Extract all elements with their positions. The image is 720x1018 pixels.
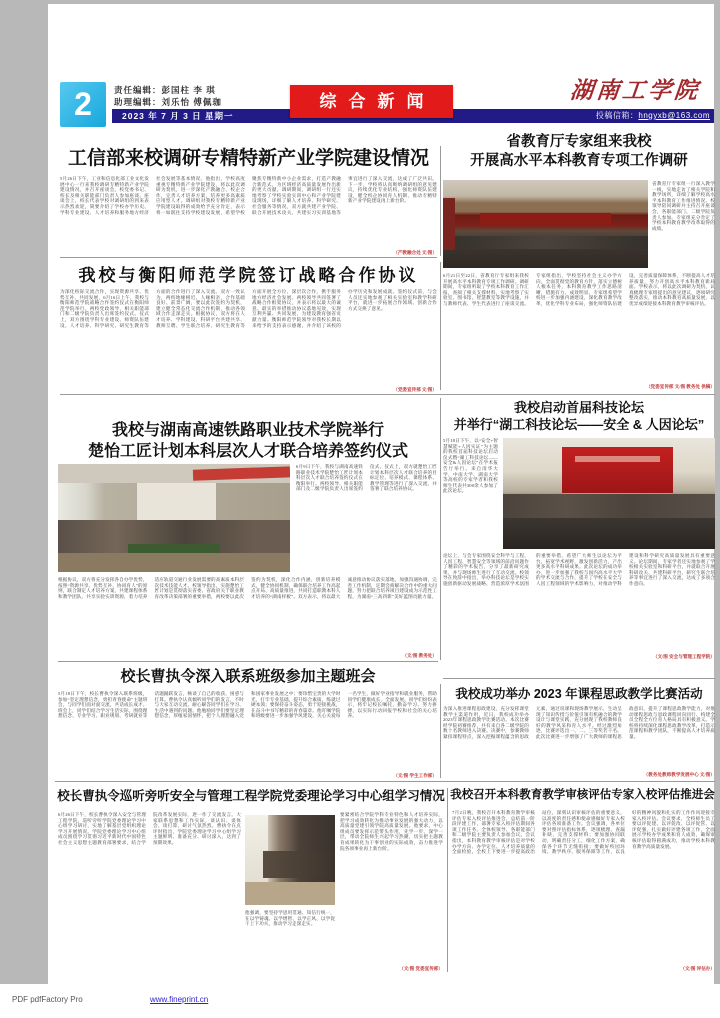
page-number: 2 [60, 82, 106, 127]
photo-screen-text [575, 456, 660, 463]
article1-credit: （产教融合处 文/图） [393, 250, 437, 255]
article2-body: 6月21日至22日，省教育厅专家组来我校开展高水平本科教育专项工作调研。调研期间，专家组听取了学校本科教育工作汇报，查阅了相关支撑材料，实地考察了实验室、图书馆、智慧教室等教学设施，并与教师代表、学生代表进行了座谈交流。专家组指出，学校坚持社会主义办学方向，全面贯彻党的教育方针，落实立德树人根本任务，本科教育教学工作思路清晰、措施有力、成效明显。专家组希望学校进一步加强内涵建设，深化教育教学改革，优化学科专业布局，强化师资队伍建设，完善质量保障体系，不断提高人才培养质量，努力开创高水平本科教育新局面。学校表示，将以此次调研为契机，认真梳理专家组提出的意见建议，逐项研究整改落实，推动本科教育高质量发展，以优异成绩迎接本科教育教学审核评估。 [443, 273, 715, 306]
article7-credit: （教务处教师教学发展中心 文/图） [643, 772, 715, 777]
photo-table [245, 882, 335, 905]
divider [443, 678, 715, 679]
article5-credit: （文/图 教务处） [402, 653, 437, 658]
email-link[interactable]: hngyxb@163.com [638, 111, 710, 120]
article2-headline-line2: 开展高水平本科教育专项工作调研 [470, 153, 688, 169]
photo-banner [480, 213, 611, 224]
article5-body-side: 6月9日下午，我校与湖南高速铁路职业技术学院楚怡工匠计划本科层次人才联合培养签约仪式在衡阳举行。两校领导、相关职能部门及二级学院负责人出席签约仪式。仪式上，双方就楚怡工匠计划本科层次人才联合培养的目标定位、培养模式、课程体系、教学管理等进行了深入交流，并签署了联合培养协议。 [296, 464, 437, 492]
article2-headline [443, 133, 715, 171]
article6-headline: 校长曹执令深入联系班级参加主题班会 [120, 668, 376, 685]
editors-line2: 助理编辑：刘乐怡 傅佩珈 [114, 97, 222, 107]
article8-headline: 校长曹执令巡听旁听安全与管理工程学院党委理论学习中心组学习情况 [57, 789, 445, 803]
article4-body-side: 5月18日下午，以“安全+智慧赋能+人因实证”为主题的我校首届科技论坛启动仪式暨“湖工科技论坛——安全&人因论坛”在学术报告厅举行。来自清华大学、中南大学、湖南大学等高校的专家学者和我校师生代表共300余人参加了此次论坛。 [443, 438, 498, 494]
footer-strip [0, 984, 720, 1018]
article3-body: 为深化校际交流合作，实现资源共享、优势互补、共同发展，6月16日上午，我校与衡阳师范学院战略合作签约仪式在衡阳师范学院举行。两校党政领导、相关职能部门和二级学院负责人出席签约仪式。仪式上，双方围绕学科专业建设、师资队伍建设、人才培养、科学研究、研究生教育等方面的合作进行了深入交流。双方一致认为，两校地缘相近、人缘相亲，合作基础良好、前景广阔，要以此次签约为契机，建立健全常态化交流合作机制，推动各领域合作走深走实。根据协议，双方将在人才培养、学科建设、科研平台共建共享、教师互聘、学生联合培养、研究生教育等方面开展全方位、深层次合作，携手服务地方经济社会发展。两校领导共同签署了战略合作框架协议，并表示将以最大的诚意、最实的举措推动协议落地见效，实现互利共赢、共同发展，为建设教育强省贡献力量。衡阳师范学院领导对我校长期以来给予的支持表示感谢，并介绍了该校的办学历史和发展成就。签约仪式前，与会人员还实地参观了相关实验室和教学科研平台，就进一步拓展合作领域、创新合作方式交换了意见。 [60, 289, 437, 328]
article7-headline: 我校成功举办 2023 年课程思政教学比赛活动 [455, 687, 703, 701]
photo-people-row [443, 236, 648, 248]
article3-credit: （党委宣传部 文/图） [393, 387, 437, 392]
divider [55, 781, 715, 782]
newspaper-logo: 湖南工学院 [568, 77, 702, 104]
article1-body: 5月26日下午，工业和信息化部工业文化发展中心一行来我校调研专精特新产业学院建设情况，并召开座谈会。校党委书记、校长及相关职能部门负责人参加座谈。座谈会上，校长代表学校对调研组的到来表示热烈欢迎，简要介绍了学校办学历史、学科专业建设、人才培养和服务地方经济社会发展等基本情况。他指出，学校高度重视专精特新产业学院建设，将以此次调研为契机，进一步深化产教融合、校企合作，完善人才培养方案，培养更多高素质应用型人才。调研组对我校专精特新产业学院建设取得的成效给予充分肯定，表示将一如既往支持学校建设发展，希望学校聚焦专精特新中小企业需求，打造产教融合新范式，为区域经济高质量发展作出新的更大贡献。调研期间，调研组一行还实地考察了学校实验实训中心和产业学院建设现场，详细了解人才培养、科学研究、社会服务等情况，双方就共建产业学院、联合开展技术攻关、共建实习实训基地等事宜进行了深入交流，达成了广泛共识。下一步，学校将认真吸纳调研组的意见建议，持续优化专业结构，强化师资队伍建设，健全校企协同育人机制，推动专精特新产业学院建设再上新台阶。 [60, 176, 437, 215]
article5-photo-signing-room [58, 464, 290, 572]
article8-body-right: 要紧密结合学院学科专业特色和人才培养实际，把学习成效转化为推动事业发展的强大动力，以高质量党建引领学院高质量发展。他要求，中心组成员要发挥示范带头作用，先学一步、深学一层，带动全院师生兴起学习热潮，切实把主题教育成果转化为干事创业的实际成效，奋力推进学院各项事业再上新台阶。 [340, 812, 443, 851]
article1-headline: 工信部来校调研专精特新产业学院建设情况 [67, 148, 429, 169]
article9-credit: （文/图 评估办） [680, 966, 715, 971]
article4-photo-red-screen-hall [503, 438, 715, 549]
article4-credit: （文/图 安全与管理工程学院） [652, 654, 715, 659]
editors-line1: 责任编辑：彭国柱 李 琪 [114, 85, 216, 95]
article4-headline-line2: 并举行“湖工科技论坛——安全 & 人因论坛” [453, 417, 705, 432]
photo-people-standing [503, 494, 715, 518]
article4-body: 论坛上，与会专家围绕安全科学与工程、人因工程、智慧安全等领域的前沿问题作了精彩的学术报告，分享了最新研究成果，并与现场师生进行了互动交流。校领导在致辞中指出，举办科技论坛是学校实施创新驱动发展战略、营造浓厚学术氛围的重要举措，希望广大师生以论坛为平台，拓宽学术视野，激发创新活力，产出更多高水平科研成果。此次论坛的成功举办，进一步加强了我校与国内高水平大学的学术交流与合作，提升了学校在安全与人因工程领域的学术影响力，对推动学科建设和科学研究高质量发展具有重要意义。论坛期间，专家学者还实地参观了学校相关实验室和科研平台，并就联合开展科研攻关、共建科研平台、研究生联合培养等事宜进行了深入交流，达成了多项合作意向。 [443, 553, 715, 586]
article4-headline-line1: 我校启动首届科技论坛 [513, 400, 644, 415]
divider [440, 684, 441, 778]
fineprint-link[interactable]: www.fineprint.cn [150, 995, 209, 1004]
article5-body: 根据协议，双方将充分发挥各自办学优势，按照“资源共享、优势互补、协同育人”的原则，联合制定人才培养方案，共建课程体系和教学团队，共享实验实训资源，着力培养适应轨道交通行业发展需要的高素质本科层次技术技能人才。校领导指出，实施楚怡工匠计划是贯彻落实省委、省政府关于职业教育改革决策部署的重要举措，两校要以此次签约为契机，深化合作内涵，创新培养模式，健全协同机制，确保联合培养工作高起点开局、高质量推进，共同打造职教本科人才培养的“湖南样板”。双方表示，将以最大诚意推动协议落实落地，加强沟通协调，完善工作机制，定期会商解决合作中的重大问题，努力把联合培养项目建设成为示范性工程，为湖南“三高四新”美好蓝图贡献力量。 [58, 577, 437, 599]
divider [58, 661, 438, 662]
divider [440, 146, 441, 256]
article8-credit: （文/图 党委宣传部） [399, 966, 443, 971]
article7-body: 为深入推进课程思政建设，充分发挥课堂教学主渠道作用，近日，我校成功举办2023年课程思政教学比赛活动。本次比赛经学院初赛推荐，共有来自各二级学院的数十名教师进入决赛。决赛中，参赛教师紧扣课程特点，深入挖掘课程蕴含的思政元素，通过说课和现场教学展示，生动呈现了知识传授与价值引领有机融合的教学设计与课堂实践，充分展现了我校教师良好的教学风采和育人水平。经过激烈角逐，比赛评选出一、二、三等奖若干名。此次比赛进一步增强了广大教师的课程思政意识，提升了课程思政教学能力，对推动课程思政与思政课程同向同行、构建全员全程全方位育人格局具有积极意义。学校将持续深化课程思政教学改革，打造示范课程和教学团队，不断提高人才培养质量。 [443, 706, 715, 739]
article3-headline: 我校与衡阳师范学院签订战略合作协议 [78, 266, 419, 285]
article9-body: 7月2日晚，我校召开本科教育教学审核评估专家入校评估推进会，总结前一阶段评建工作，部署专家入校评估期间各项工作任务。全体校领导、各职能部门和二级学院主要负责人参加会议。会议指出，本科教育教学审核评估是对学校办学方向、办学定位、人才培养质量的全面检验，全校上下要进一步提高政治站位，深刻认识审核评估的重要意义，以高度的责任感和使命感做好专家入校评估各项准备工作。会议强调，各单位要对照评估指标体系，逐项梳理、查漏补缺，完善支撑材料；要加强协同联动，明确责任分工，细化工作方案，确保各个环节无缝衔接；要做好校园环境、教学秩序、服务保障等工作，以良好的精神风貌和扎实的工作作风迎接专家入校评估。会议要求，全校师生员工要以评促建、以评促改、以评促管、以评促强，扎实做好评建各项工作，全面展示学校办学成果和育人成效，确保审核评估取得圆满成功，推动学校本科教育教学高质量发展。 [452, 810, 715, 855]
photo-side-flag [443, 198, 455, 251]
divider [60, 257, 437, 258]
divider [447, 788, 448, 972]
article2-photo-meeting-room [443, 180, 648, 268]
article8-body-under-photo: 他强调，要坚持学思用贯通、知信行统一，在以学铸魂、以学增智、以学正风、以学促干上下功夫，推动学习走深走实。 [245, 910, 335, 927]
pdf-factory-label: PDF pdfFactory Pro [12, 995, 83, 1004]
article2-headline-line1: 省教育厅专家组来我校 [506, 134, 652, 150]
article5-headline-line1: 我校与湖南高速铁路职业技术学院举行 [111, 422, 384, 439]
article9-headline: 我校召开本科教育教学审核评估专家入校评估推进会 [450, 789, 715, 801]
article5-headline [58, 420, 438, 462]
article4-headline [443, 399, 715, 433]
photo-tables [58, 553, 290, 572]
photo-red-screen [562, 447, 672, 494]
divider [440, 262, 441, 390]
submission-email-line [470, 110, 710, 121]
article6-body: 5月18日下午，校长曹执令深入联系班级，参加“坚定理想信念，勇担青春使命”主题班会，与同学们面对面交流，共话成长成才。班会上，同学们结合学习生活实际，围绕理想信念、专业学习、职业规划、考研就业等话题踊跃发言，畅谈了自己的收获、困惑与打算。曹执令认真倾听同学们的发言，不时与大家互动交流，耐心解答同学们在学习、生活中遇到的问题。他勉励同学们要坚定理想信念，厚植家国情怀，把个人理想融入党和国家事业发展之中；要珍惜宝贵的大学时光，打牢专业基础，提升综合素质，练就过硬本领；要保持奋斗姿态，勇于迎接挑战，在奋斗中书写精彩的青春篇章。他叮嘱学院和班级要进一步加强学风建设，关心关爱每一名学生，做好学业指导和就业服务，帮助同学们健康成长、全面发展。同学们纷纷表示，将牢记校长嘱托，勤奋学习、努力拼搏，以实际行动回报学校和社会的关心培养。 [58, 691, 437, 719]
article5-headline-line2: 楚怡工匠计划本科层次人才联合培养签约仪式 [87, 443, 408, 460]
divider [60, 394, 715, 395]
photo-people-at-table [263, 851, 335, 878]
article6-credit: （文/图 学生工作部） [393, 773, 437, 778]
article8-body-main: 6月26日下午，校长曹执令深入安全与管理工程学院，巡听旁听学院党委理论学习中心组学习研讨，实地了解基层党组织理论学习开展情况。学院党委理论学习中心组成员围绕学习贯彻习近平新时代中国特色社会主义思想主题教育部署要求，结合学院改革发展实际，逐一作了交流发言。大家联系思想和工作实际，谈认识、谈体会、谈打算，研讨气氛热烈。曹执令在点评时指出，学院党委理论学习中心组学习主题鲜明、准备充分、研讨深入，达到了预期效果。 [58, 812, 241, 845]
date-text: 2023 年 7 月 3 日 星期一 [122, 111, 234, 121]
article8-photo-study-session [245, 815, 335, 905]
article2-body-side: 省教育厅专家组一行深入教学一线，实地走访了相关学院和教学场所，详细了解学校高水平本科教育工作推进情况。校领导陪同调研并主持召开座谈会，各职能部门、二级学院负责人参加。专家组充分肯定了学校本科教育教学改革取得的成绩。 [652, 181, 715, 231]
email-label: 投稿信箱： [595, 111, 639, 120]
divider [440, 398, 441, 660]
photo-screen [137, 483, 216, 520]
edition-label: 综合新闻 [290, 85, 453, 118]
article2-credit: （党委宣传部 文/图 教务处 供稿） [645, 384, 715, 389]
